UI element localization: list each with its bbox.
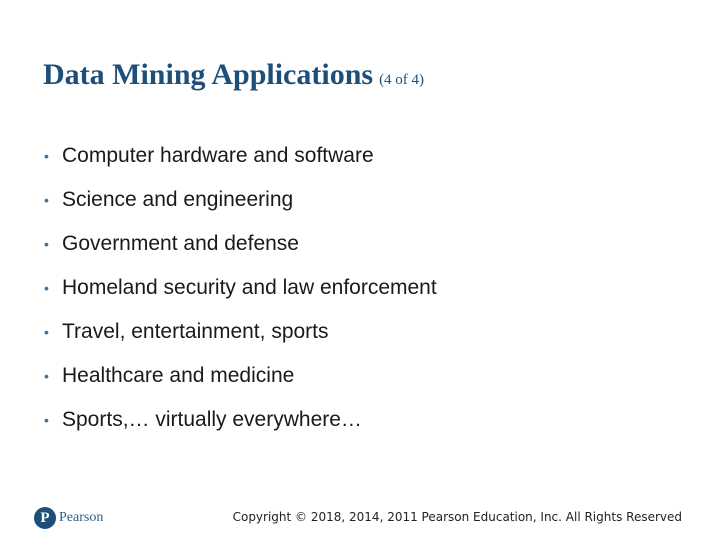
- bullet-icon: •: [44, 192, 49, 208]
- bullet-text: Homeland security and law enforcement: [62, 276, 437, 299]
- bullet-icon: •: [44, 412, 49, 428]
- bullet-text: Science and engineering: [62, 188, 294, 211]
- bullet-icon: •: [44, 324, 49, 340]
- list-item: [44, 134, 437, 178]
- list-item: [44, 354, 437, 398]
- bullet-text: Travel, entertainment, sports: [62, 320, 329, 343]
- pearson-p-icon: P: [34, 507, 56, 529]
- list-item: [44, 398, 437, 442]
- bullet-text: Government and defense: [62, 232, 299, 255]
- logo-wordmark: Pearson: [59, 510, 104, 525]
- slide-title: [43, 58, 424, 92]
- bullet-icon: •: [44, 236, 49, 252]
- list-item: [44, 178, 437, 222]
- bullet-icon: •: [44, 368, 49, 384]
- list-item: [44, 222, 437, 266]
- list-item: [44, 266, 437, 310]
- bullet-icon: •: [44, 280, 49, 296]
- bullet-text: Sports,… virtually everywhere…: [62, 408, 362, 431]
- bullet-icon: •: [44, 148, 49, 164]
- bullet-list: [44, 134, 437, 442]
- bullet-text: Healthcare and medicine: [62, 364, 295, 387]
- copyright-notice: Copyright © 2018, 2014, 2011 Pearson Education, Inc. All Rights Reserved: [232, 510, 682, 524]
- list-item: [44, 310, 437, 354]
- pearson-logo: [34, 505, 103, 531]
- bullet-text: Computer hardware and software: [62, 144, 374, 167]
- title-text: Data Mining Applications: [43, 58, 374, 91]
- title-suffix: (4 of 4): [379, 72, 425, 88]
